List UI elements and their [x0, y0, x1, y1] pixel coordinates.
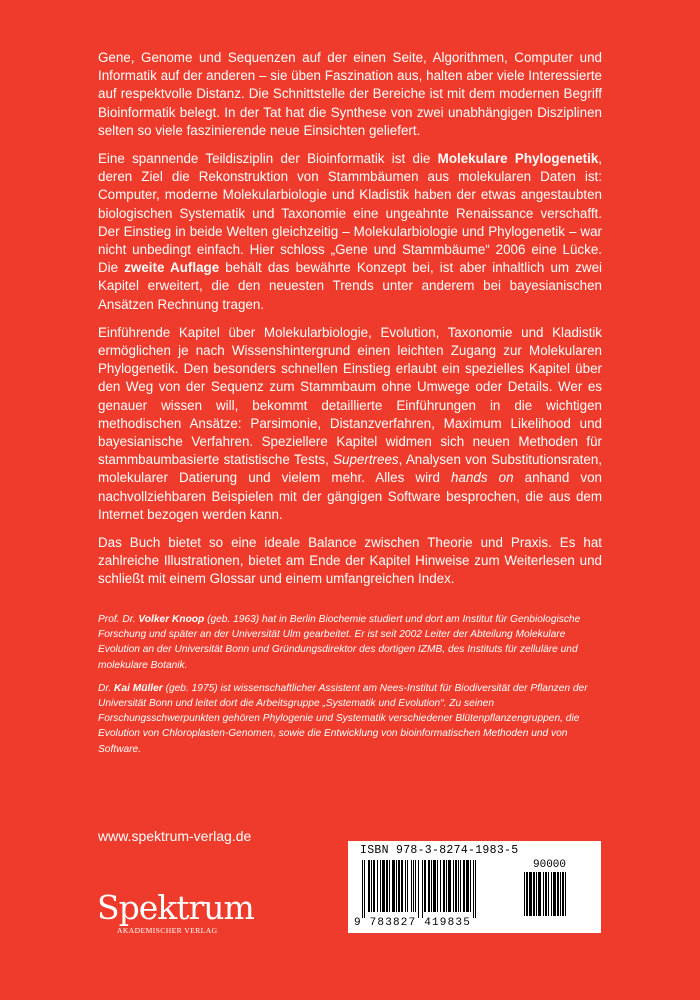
text-segment: anhand von nachvollziehbaren Beispielen mit der gängigen Software besprochen, die aus dem Internet bezogen werden kann.: [98, 470, 602, 522]
barcode-bar: [446, 860, 447, 912]
author-bio-mueller: [98, 681, 602, 757]
barcode-bar: [463, 860, 465, 912]
publisher-website: www.spektrum-verlag.de: [98, 828, 252, 844]
barcode-bar: [529, 872, 532, 916]
barcode-bar: [407, 860, 408, 912]
barcode-bar: [545, 872, 547, 916]
logo-subtitle: AKADEMISCHER VERLAG: [117, 926, 218, 935]
barcode-bar: [437, 860, 438, 912]
isbn-text: ISBN 978-3-8274-1983-5: [360, 844, 519, 857]
barcode-bar: [431, 860, 432, 912]
text-segment: Einführende Kapitel über Molekularbiologie, Evolution, Taxonomie und Kladistik ermöglichen je nach Wissenshintergrund einen leichten Zugang zur Molekularen Phylogenetik. Den besonders schnellen Einstieg erlaubt ein spezielles Kapitel über den Weg von der Sequenz zum Stammbaum ohne Umwege oder Details. Wer es genauer wissen will, bekommt detaillierte Einführungen in die wichtigen methodischen Ansätze: Parsimonie, Distanzverfahren, Maximum Likelihood und bayesianische Verfahren. Speziellere Kapitel widmen sich neuen Methoden für stammbaumbasierte statistische Tests,: [98, 324, 602, 468]
barcode-bar: [460, 860, 461, 912]
second-edition-term: zweite Auflage: [124, 260, 220, 276]
barcode-bar: [411, 860, 412, 912]
text-segment: behält das bewährte Konzept bei, ist aber inhaltlich um zwei Kapitel erweitert, die den neuesten Trends unter anderem bei bayesianischen Ansätzen Rechnung tragen.: [98, 260, 602, 312]
barcode-bar: [405, 860, 406, 912]
barcode-bar: [396, 860, 397, 912]
barcode-bar: [382, 860, 385, 912]
isbn-barcode: [348, 841, 601, 933]
barcode-bar: [392, 860, 395, 912]
barcode-bar: [562, 872, 564, 916]
intro-paragraph: [98, 49, 602, 140]
barcode-bar: [413, 860, 414, 912]
barcode-bar: [440, 860, 441, 912]
barcode-bar: [466, 860, 469, 912]
barcode-bar: [458, 860, 459, 912]
barcode-bar: [551, 872, 552, 916]
barcode-bar: [373, 860, 375, 912]
intro-text: Gene, Genome und Sequenzen auf der einen Seite, Algorithmen, Computer und Informatik auf der anderen – sie üben Faszination aus, halten aber viele Interessierte auf respektvolle Distanz. Die Schnittstelle der Bereiche ist mit dem modernen Begriff Bioinformatik belegt. In der Tat hat die Synthese von zwei unabhängigen Disziplinen selten so viele faszinierende neue Einsichten geliefert.: [98, 50, 602, 138]
barcode-bar: [377, 860, 378, 912]
author-name: Kai Müller: [114, 682, 163, 694]
barcode-bar: [536, 872, 537, 916]
chapters-paragraph: [98, 324, 602, 524]
barcode-bar: [424, 860, 426, 912]
barcode-bar: [557, 872, 559, 916]
molecular-phylogenetics-term: Molekulare Phylogenetik: [437, 151, 599, 167]
barcode-bar: [448, 860, 451, 912]
summary-paragraph: [98, 534, 602, 589]
author-name: Volker Knoop: [138, 614, 205, 625]
barcode-bar: [526, 872, 528, 916]
author-bios: [98, 612, 602, 765]
price-addon-bars: [524, 872, 590, 916]
barcode-bar: [422, 860, 423, 918]
barcode-bar: [453, 860, 454, 912]
barcode-bar: [475, 860, 476, 918]
barcode-bar: [543, 872, 544, 916]
barcode-bar: [380, 860, 381, 912]
barcode-bar: [415, 860, 416, 912]
text-segment: , Analysen von Substitutionsraten, molekularer Datierung und vielem mehr. Alles wird: [98, 452, 602, 486]
author-bio-knoop: [98, 612, 602, 673]
text-segment: , deren Ziel die Rekonstruktion von Stammbäumen aus molekularen Daten ist: Computer, moderne Molekularbiologie und Kladistik haben der etwas angestaubten biologischen Systematik und Taxonomie eine ungeahnte Renaissance verschafft. Der Einstieg in beide Welten gleichzeitig – Molekularbiologie und Phylogenetik – war nicht unbedingt einfach. Hier schloss „Gene und Stammbäume“ 2006 eine Lücke. Die: [98, 151, 602, 276]
supertrees-term: Supertrees: [333, 452, 399, 468]
barcode-bar: [418, 860, 419, 918]
barcode-bar: [398, 860, 400, 912]
barcode-bar: [433, 860, 436, 912]
barcode-bar: [443, 860, 445, 912]
barcode-bar: [473, 860, 474, 918]
barcode-bar: [553, 872, 556, 916]
summary-text: Das Buch bietet so eine ideale Balance zwischen Theorie und Praxis. Es hat zahlreiche Illustrationen, bietet am Ende der Kapitel Hinweise zum Weiterlesen und schließt mit einem Glossar und einem umfangreichen Index.: [98, 535, 602, 587]
barcode-bar: [401, 860, 403, 912]
author-title: Dr.: [98, 682, 115, 694]
ean-barcode-bars: [362, 860, 518, 918]
barcode-bar: [560, 872, 561, 916]
author-bio-text: (geb. 1975) ist wissenschaftlicher Assistent am Nees-Institut für Biodiversität der Pflanzen der Universität Bonn und leitet dort die Arbeitsgruppe „Systematik und Evolution“. Zu seinen Forschungsschwerpunkten gehören Phylogenie und Systematik verschiedener Blütenpflanzengruppen, die Evolution von Chloroplasten-Genomen, sowie die Entwicklung von bioinformatischen Methoden und von Software.: [98, 682, 588, 755]
spektrum-logo: [97, 888, 254, 949]
hands-on-term: hands on: [451, 470, 514, 486]
barcode-bar: [362, 860, 363, 918]
barcode-bar: [470, 860, 471, 912]
barcode-bar: [565, 872, 566, 916]
author-bio-text: (geb. 1963) hat in Berlin Biochemie studiert und dort am Institut für Genbiologische Forschung und später an der Universität Ulm gearbeitet. Er ist seit 2002 Leiter der Abteilung Molekulare Evolution an der Universität Bonn und Gründungsdirektor des dortigen IZMB, des Instituts für zelluläre und molekulare Botanik.: [98, 614, 581, 671]
barcode-bar: [386, 860, 388, 912]
text-segment: Eine spannende Teildisziplin der Bioinformatik ist die: [98, 151, 438, 167]
barcode-bar: [364, 860, 365, 918]
price-addon-number: 90000: [533, 859, 567, 871]
barcode-bar: [389, 860, 390, 912]
barcode-bar: [524, 872, 525, 916]
barcode-bar: [538, 872, 541, 916]
barcode-bar: [368, 860, 370, 912]
barcode-bar: [428, 860, 430, 912]
logo-wordmark: Spektrum: [97, 888, 254, 927]
phylogenetics-paragraph: [98, 150, 602, 314]
barcode-bar: [455, 860, 457, 912]
barcode-bar: [533, 872, 535, 916]
ean-digits: 9 783827 419835: [354, 917, 472, 929]
author-title: Prof. Dr.: [98, 614, 139, 625]
barcode-bar: [371, 860, 372, 912]
back-cover-blurb: [98, 49, 602, 599]
barcode-bar: [548, 872, 549, 916]
